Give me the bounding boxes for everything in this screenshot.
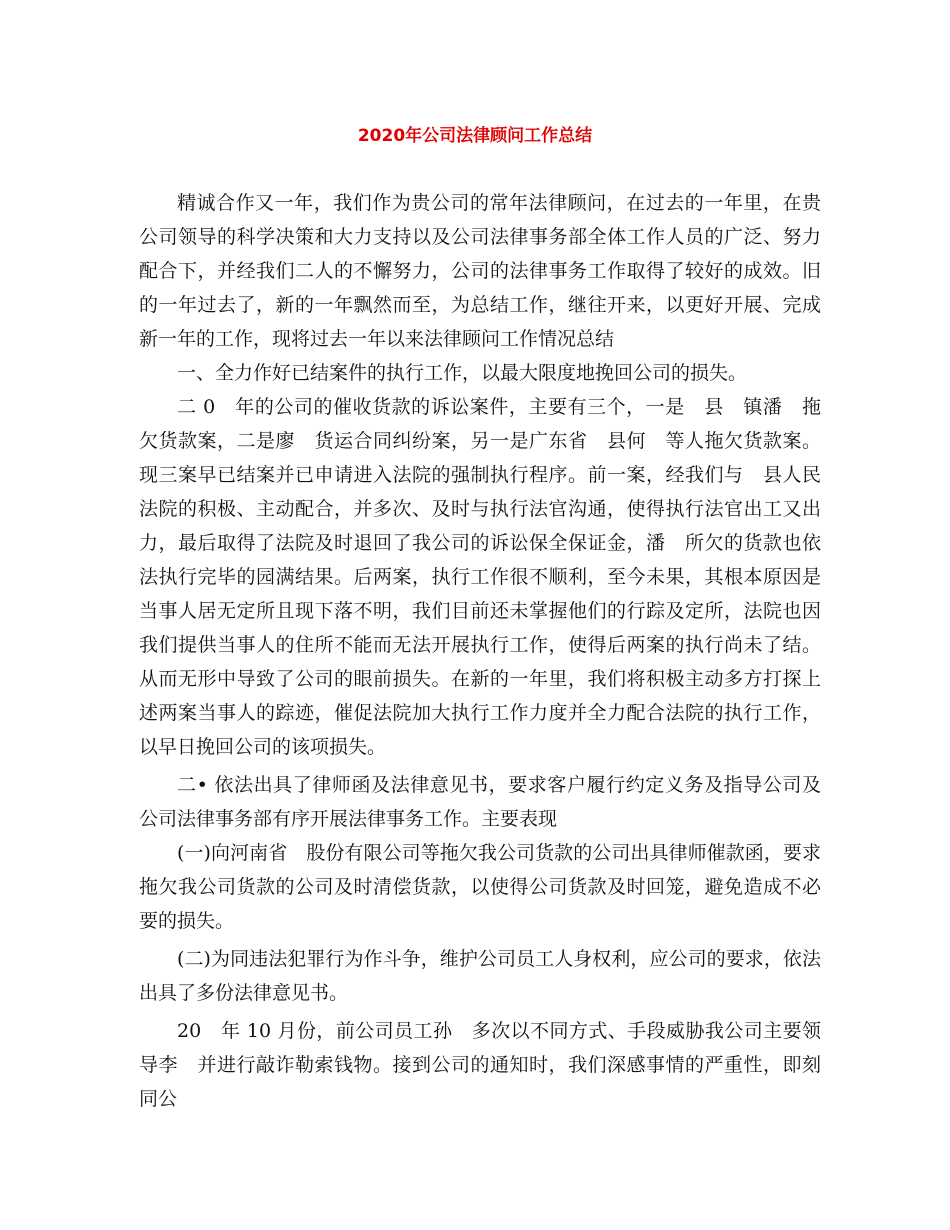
paragraph-item-1: (一)向河南省 股份有限公司等拖欠我公司货款的公司出具律师催款函，要求拖欠我公司货款的公司及时清偿货款，以使得公司货款及时回笼，避免造成不必要的损失。 (139, 842, 821, 932)
paragraph-intro: 精诚合作又一年，我们作为贵公司的常年法律顾问，在过去的一年里，在贵公司领导的科学决策和大力支持以及公司法律事务部全体工作人员的广泛、努力配合下，并经我们二人的不懈努力，公司的法律事务工作取得了较好的成效。旧的一年过去了，新的一年飘然而至，为总结工作，继往开来，以更好开展、完成新一年的工作，现将过去一年以来法律顾问工作情况总结 (139, 192, 821, 350)
paragraph-section-1-heading: 一、全力作好已结案件的执行工作，以最大限度地挽回公司的损失。 (177, 362, 748, 384)
paragraph-extortion-case: 20 年 10 月份，前公司员工孙 多次以不同方式、手段威胁我公司主要领导李 并进行敲诈勒索钱物。接到公司的通知时，我们深感事情的严重性，即刻同公 (139, 1020, 821, 1110)
paragraph-section-2-heading: 二• 依法出具了律师函及法律意见书，要求客户履行约定义务及指导公司及公司法律事务部有序开展法律事务工作。主要表现 (139, 774, 821, 830)
paragraph-item-2: (二)为同违法犯罪行为作斗争，维护公司员工人身权利，应公司的要求，依法出具了多份法律意见书。 (139, 948, 821, 1004)
document-body (139, 186, 821, 1116)
document-title: 2020年公司法律顾问工作总结 (357, 126, 593, 146)
paragraph-lawsuit-execution: 二 0 年的公司的催收货款的诉讼案件，主要有三个，一是 县 镇潘 拖欠货款案，二是廖 货运合同纠纷案，另一是广东省 县何 等人拖欠货款案。现三案早已结案并已申请进入法院的强制执行程序。前一案，经我们与 县人民法院的积极、主动配合，并多次、及时与执行法官沟通，使得执行法官出工又出力，最后取得了法院及时退回了我公司的诉讼保全保证金，潘 所欠的货款也依法执行完毕的园满结果。后两案，执行工作很不顺利，至今未果，其根本原因是当事人居无定所且现下落不明，我们目前还未掌握他们的行踪及定所，法院也因我们提供当事人的住所不能而无法开展执行工作，使得后两案的执行尚未了结。从而无形中导致了公司的眼前损失。在新的一年里，我们将积极主动多方打探上述两案当事人的踪迹，催促法院加大执行工作力度并全力配合法院的执行工作，以早日挽回公司的该项损失。 (139, 396, 821, 758)
